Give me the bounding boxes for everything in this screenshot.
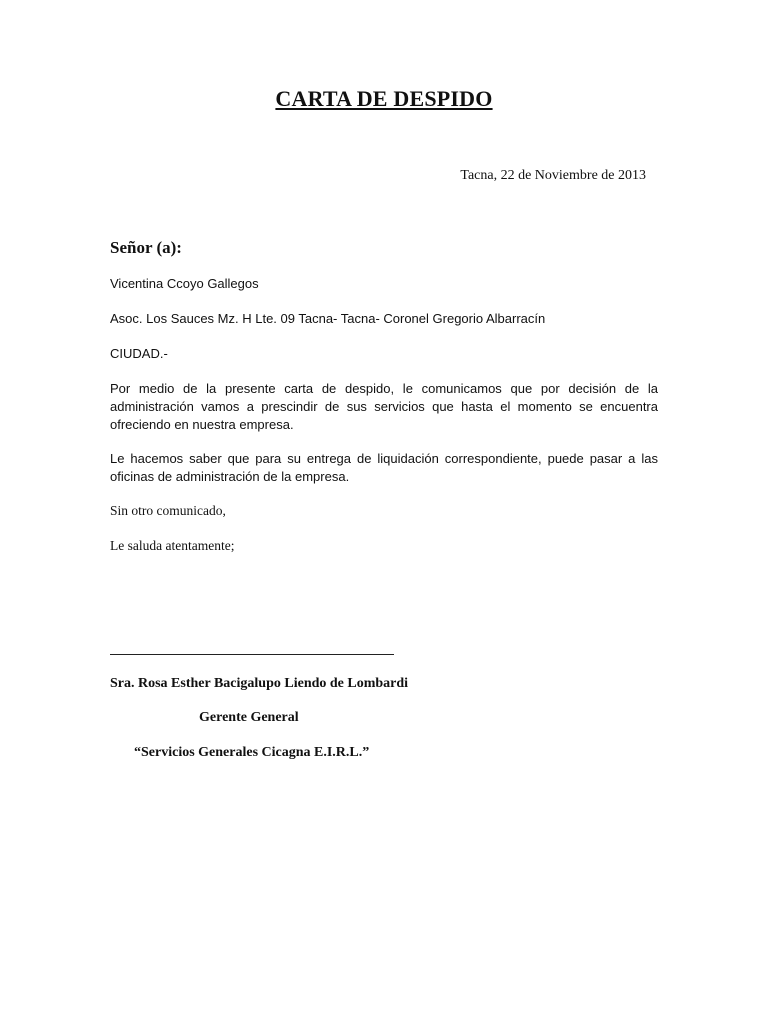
letter-title: CARTA DE DESPIDO xyxy=(275,86,493,111)
closing-line-2: Le saluda atentamente; xyxy=(110,538,235,553)
signer-name: Sra. Rosa Esther Bacigalupo Liendo de Lombardi xyxy=(110,676,409,691)
signature-line xyxy=(110,654,394,655)
recipient-address: Asoc. Los Sauces Mz. H Lte. 09 Tacna- Tacna- Coronel Gregorio Albarracín xyxy=(110,311,546,326)
closing-line-1: Sin otro comunicado, xyxy=(110,503,226,518)
body-paragraph-2: Le hacemos saber que para su entrega de liquidación correspondiente, puede pasar a las oficinas de administración de la empresa. xyxy=(110,451,658,484)
signer-role: Gerente General xyxy=(199,710,299,725)
letter-date: Tacna, 22 de Noviembre de 2013 xyxy=(460,168,646,183)
body-paragraph-1: Por medio de la presente carta de despido, le comunicamos que por decisión de la administración vamos a prescindir de sus servicios que hasta el momento se encuentra ofreciendo en nuestra empresa. xyxy=(110,381,658,432)
signer-company: “Servicios Generales Cicagna E.I.R.L.” xyxy=(134,745,370,760)
recipient-name: Vicentina Ccoyo Gallegos xyxy=(110,276,259,291)
salutation: Señor (a): xyxy=(110,238,182,257)
recipient-city: CIUDAD.- xyxy=(110,346,168,361)
